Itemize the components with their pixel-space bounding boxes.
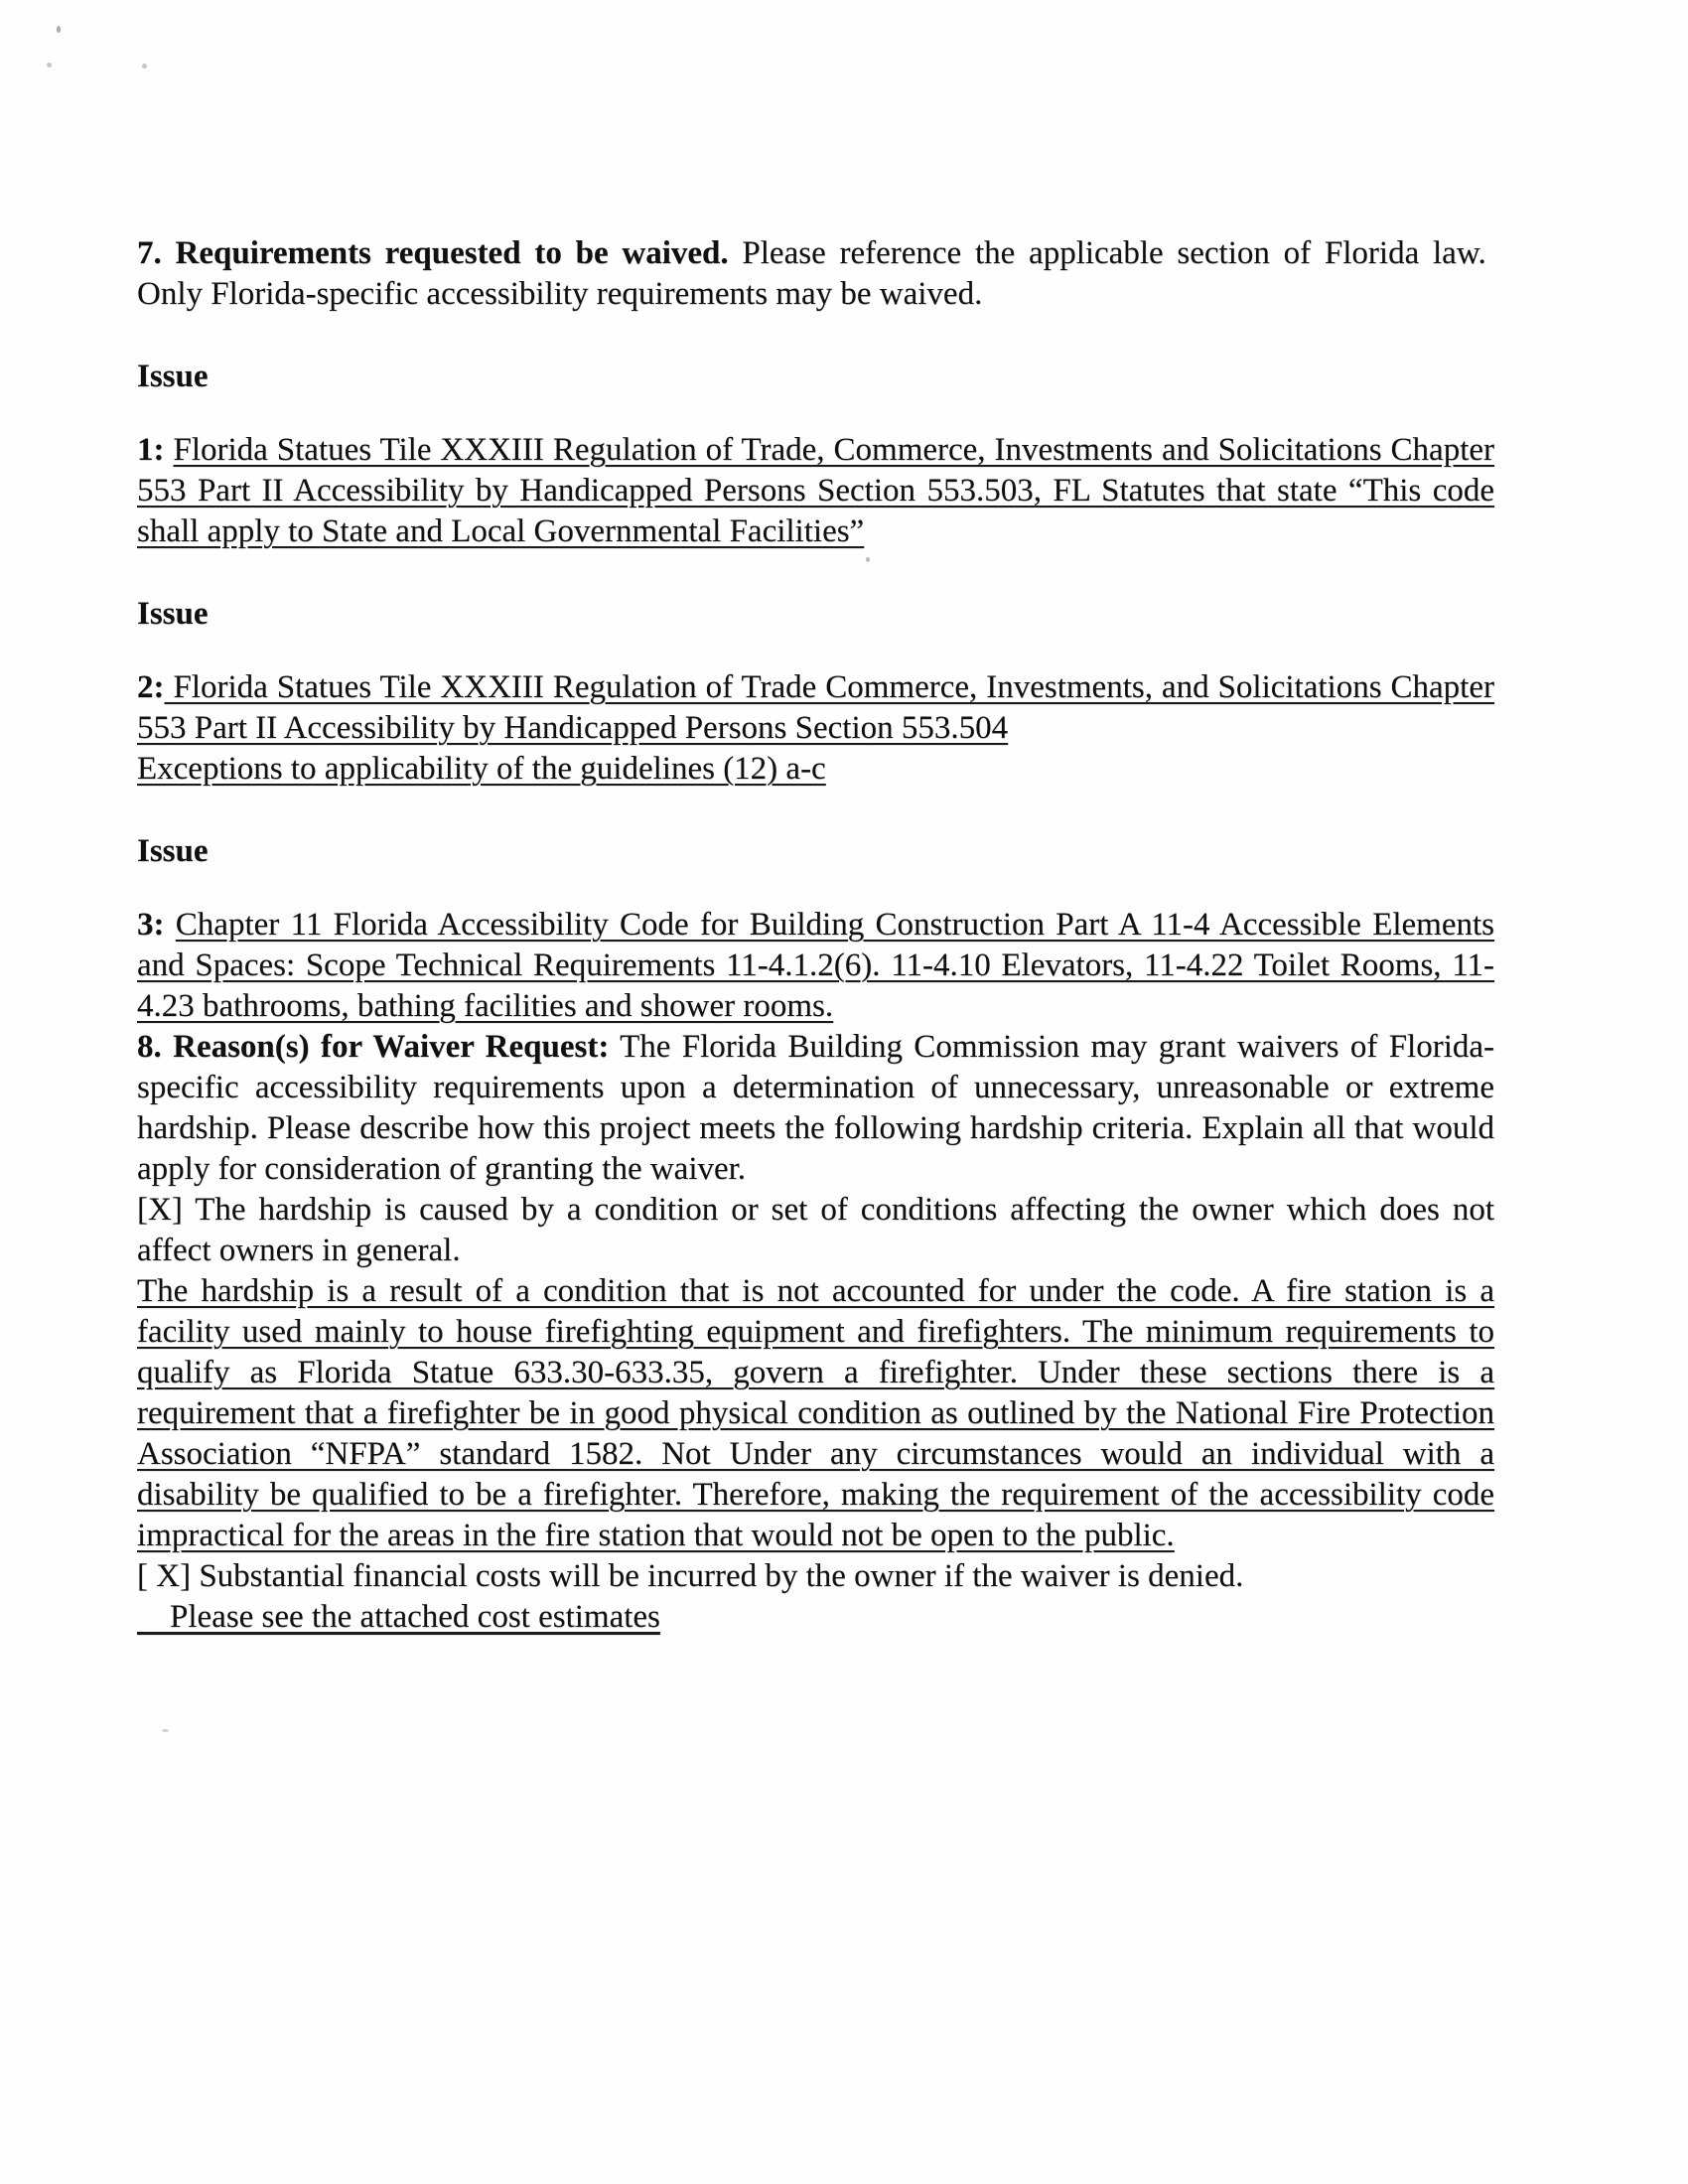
issue-2-paragraph — [137, 667, 1494, 790]
hardship-criterion-2 — [137, 1556, 1494, 1597]
document-body — [137, 233, 1494, 1638]
blank-underline-lead — [137, 1599, 170, 1635]
section7-title: Requirements requested to be waived. — [175, 235, 729, 271]
issue-3-label: 3: — [137, 907, 165, 943]
hardship-1-response: The hardship is a result of a condition that is not accounted for under the code. A fire station is a facility used mainly to house firefighting equipment and firefighters. The minimum requirements to qualify as Florida Statue 633.30-633.35, govern a firefighter. Under these sections there is a requirement that a firefighter be in good physical condition as outlined by the National Fire Protection Association “NFPA” standard 1582. Not Under any circumstances would an individual with a disability be qualified to be a firefighter. Therefore, making the requirement of the accessibility code impractical for the areas in the fire station that would not be open to the public. — [137, 1273, 1494, 1553]
hardship-1-checkbox: [X] — [137, 1192, 183, 1228]
section7-paragraph — [137, 233, 1494, 315]
cost-estimate-note-text: Please see the attached cost estimates — [170, 1599, 660, 1635]
issue-2-label: 2: — [137, 669, 165, 705]
section8-body: The Florida Building Commission may grant waivers of Florida-specific accessibility requirements upon a determination of unnecessary, unreasonable or extreme hardship. Please describe how this project meets the following hardship criteria. Explain all that would apply for consideration of granting the waiver. — [137, 1029, 1495, 1187]
scan-speck-icon — [57, 26, 61, 33]
hardship-2-checkbox: [ X] — [137, 1558, 192, 1594]
section7-body: Please reference the applicable section of Florida law. Only Florida-specific accessibility requirements may be waived. — [137, 235, 1495, 312]
hardship-1-statement: The hardship is caused by a condition or set of conditions affecting the owner which does not affect owners in general. — [137, 1192, 1494, 1268]
issue-3-heading: Issue — [137, 833, 209, 869]
issue-2-text-continued: Exceptions to applicability of the guidelines (12) a-c — [137, 751, 826, 787]
cost-estimate-note — [137, 1597, 1494, 1638]
section8-number: 8. — [137, 1029, 162, 1065]
issue-3-paragraph — [137, 905, 1494, 1027]
scan-speck-icon — [47, 63, 52, 68]
cost-estimate-note-underline — [137, 1599, 660, 1635]
issue-1-paragraph — [137, 430, 1494, 552]
issue-3-text: Chapter 11 Florida Accessibility Code for Building Construction Part A 11-4 Accessible Elements and Spaces: Scope Technical Requirements 11-4.1.2(6). 11-4.10 Elevators, 11-4.22 Toilet Rooms, 11-4.23 bathrooms, bathing facilities and shower rooms. — [137, 907, 1494, 1024]
issue-1-text: Florida Statues Tile XXXIII Regulation of Trade, Commerce, Investments and Solicitations Chapter 553 Part II Accessibility by Handicapped Persons Section 553.503, FL Statutes that state “This code shall apply to State and Local Governmental Facilities” — [137, 432, 1494, 549]
section8-paragraph — [137, 1027, 1494, 1190]
scan-speck-icon — [142, 64, 147, 69]
section7-number: 7. — [137, 235, 162, 271]
issue-2-heading: Issue — [137, 596, 209, 632]
section8-title: Reason(s) for Waiver Request: — [173, 1029, 610, 1065]
issue-2-text: Florida Statues Tile XXXIII Regulation of Trade Commerce, Investments, and Solicitations Chapter 553 Part II Accessibility by Handicapped Persons Section 553.504 — [137, 669, 1494, 746]
scan-speck-icon — [162, 1729, 169, 1732]
hardship-criterion-1 — [137, 1190, 1494, 1556]
issue-1-heading: Issue — [137, 359, 209, 394]
hardship-2-statement: Substantial financial costs will be incurred by the owner if the waiver is denied. — [199, 1558, 1244, 1594]
issue-1-label: 1: — [137, 432, 165, 468]
